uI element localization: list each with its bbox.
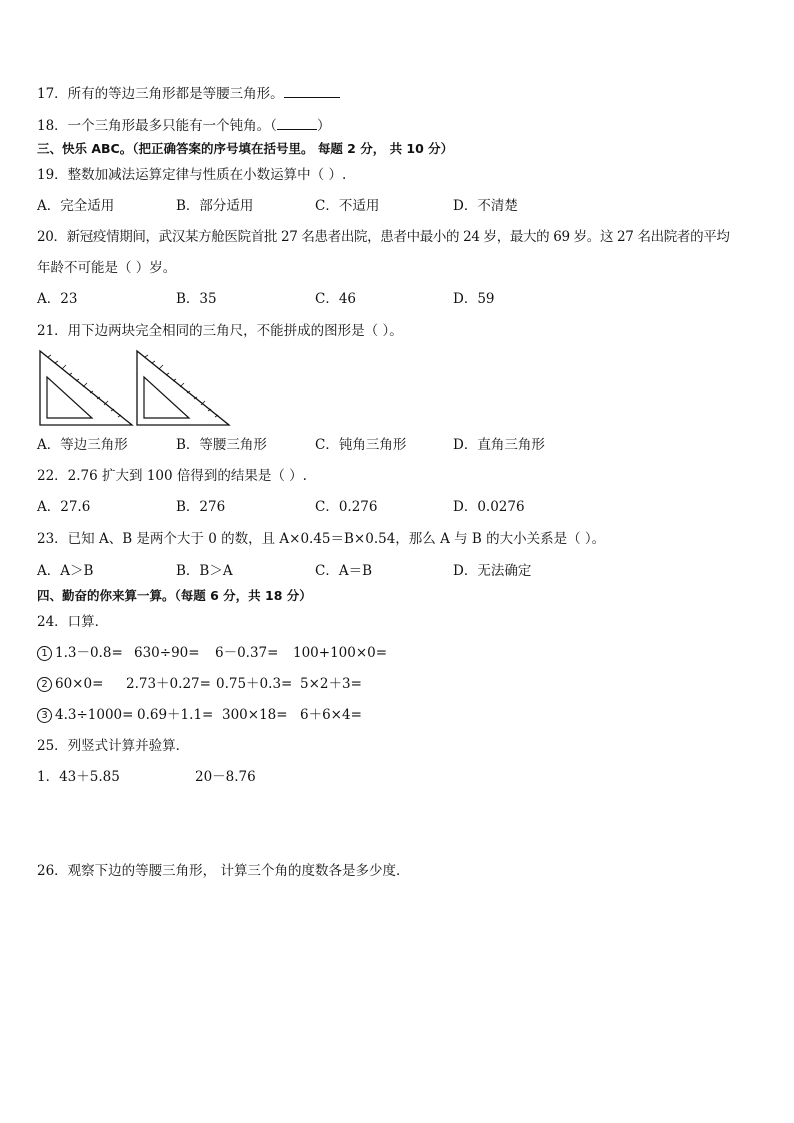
option-23-c[interactable]: C．A＝B bbox=[315, 563, 372, 579]
question-25-stem: 25．列竖式计算并验算． bbox=[37, 738, 190, 754]
option-20-a[interactable]: A．23 bbox=[37, 291, 78, 307]
option-19-d[interactable]: D．不清楚 bbox=[453, 198, 518, 214]
calc-item: 5×2＋3= bbox=[300, 676, 362, 692]
calc-item: 2.73＋0.27= bbox=[126, 676, 211, 692]
question-24-stem: 24．口算． bbox=[37, 614, 109, 630]
calc-item: 4.3÷1000= bbox=[55, 707, 134, 723]
calc-item: 300×18= bbox=[222, 707, 288, 723]
option-20-b[interactable]: B．35 bbox=[176, 291, 217, 307]
option-22-d[interactable]: D．0.0276 bbox=[453, 499, 525, 515]
section-3-title: 三、快乐 ABC。（把正确答案的序号填在括号里。 每题 2 分， 共 10 分） bbox=[37, 141, 454, 156]
option-20-c[interactable]: C．46 bbox=[315, 291, 357, 307]
option-19-b[interactable]: B．部分适用 bbox=[176, 198, 254, 214]
calc-item: 630÷90= bbox=[134, 645, 200, 661]
option-23-a[interactable]: A．A＞B bbox=[37, 563, 94, 579]
set-square-icon bbox=[135, 349, 231, 427]
circled-number-1: 1 bbox=[37, 646, 52, 661]
question-21-stem: 21．用下边两块完全相同的三角尺，不能拼成的图形是（ ）。 bbox=[37, 323, 403, 339]
option-21-c[interactable]: C．钝角三角形 bbox=[315, 437, 407, 453]
mental-calc-row-3 bbox=[37, 706, 53, 724]
calc-item: 60×0= bbox=[55, 676, 104, 692]
mental-calc-row-2 bbox=[37, 675, 53, 693]
calc-item: 6＋6×4= bbox=[300, 707, 362, 723]
mental-calc-row-1 bbox=[37, 644, 53, 662]
option-23-b[interactable]: B．B＞A bbox=[176, 563, 233, 579]
question-23-stem: 23．已知 A、B 是两个大于 0 的数，且 A×0.45＝B×0.54，那么 A 与 B 的大小关系是（ ）。 bbox=[37, 531, 606, 547]
option-20-d[interactable]: D．59 bbox=[453, 291, 495, 307]
option-22-a[interactable]: A．27.6 bbox=[37, 499, 91, 515]
option-23-d[interactable]: D．无法确定 bbox=[453, 563, 532, 579]
option-19-c[interactable]: C．不适用 bbox=[315, 198, 380, 214]
option-22-b[interactable]: B．276 bbox=[176, 499, 226, 515]
calc-item: 100+100×0= bbox=[293, 645, 388, 661]
calc-item: 0.69＋1.1= bbox=[137, 707, 214, 723]
question-18-close: ） bbox=[316, 118, 331, 134]
question-18-text: 18．一个三角形最多只能有一个钝角。（ bbox=[37, 118, 277, 134]
section-4-title: 四、勤奋的你来算一算。（每题 6 分，共 18 分） bbox=[37, 588, 312, 603]
circled-number-3: 3 bbox=[37, 708, 52, 723]
calc-item: 0.75＋0.3= bbox=[216, 676, 293, 692]
question-17-text: 17．所有的等边三角形都是等腰三角形。 bbox=[37, 86, 284, 102]
vertical-calc-item-1: 1．43＋5.85 bbox=[37, 769, 120, 785]
question-19-stem: 19．整数加减法运算定律与性质在小数运算中（ ）. bbox=[37, 167, 347, 183]
option-22-c[interactable]: C．0.276 bbox=[315, 499, 378, 515]
question-18 bbox=[37, 115, 330, 135]
question-20-stem-line1: 20．新冠疫情期间，武汉某方舱医院首批 27 名患者出院，患者中最小的 24 岁，最大的 69 岁。这 27 名出院者的平均 bbox=[37, 229, 730, 245]
option-21-b[interactable]: B．等腰三角形 bbox=[176, 437, 267, 453]
question-22-stem: 22．2.76 扩大到 100 倍得到的结果是（ ）. bbox=[37, 468, 307, 484]
question-20-stem-line2: 年龄不可能是（ ）岁。 bbox=[37, 260, 177, 276]
vertical-calc-item-2: 20－8.76 bbox=[195, 769, 256, 785]
calc-item: 6－0.37= bbox=[215, 645, 279, 661]
set-square-icon bbox=[38, 349, 134, 427]
question-17 bbox=[37, 83, 340, 103]
calc-item: 1.3－0.8= bbox=[55, 645, 123, 661]
circled-number-2: 2 bbox=[37, 677, 52, 692]
option-21-d[interactable]: D．直角三角形 bbox=[453, 437, 545, 453]
answer-blank-18[interactable] bbox=[277, 115, 317, 130]
question-26-stem: 26．观察下边的等腰三角形， 计算三个角的度数各是多少度． bbox=[37, 863, 410, 879]
answer-blank-17[interactable] bbox=[284, 83, 340, 98]
option-21-a[interactable]: A．等边三角形 bbox=[37, 437, 128, 453]
option-19-a[interactable]: A．完全适用 bbox=[37, 198, 115, 214]
